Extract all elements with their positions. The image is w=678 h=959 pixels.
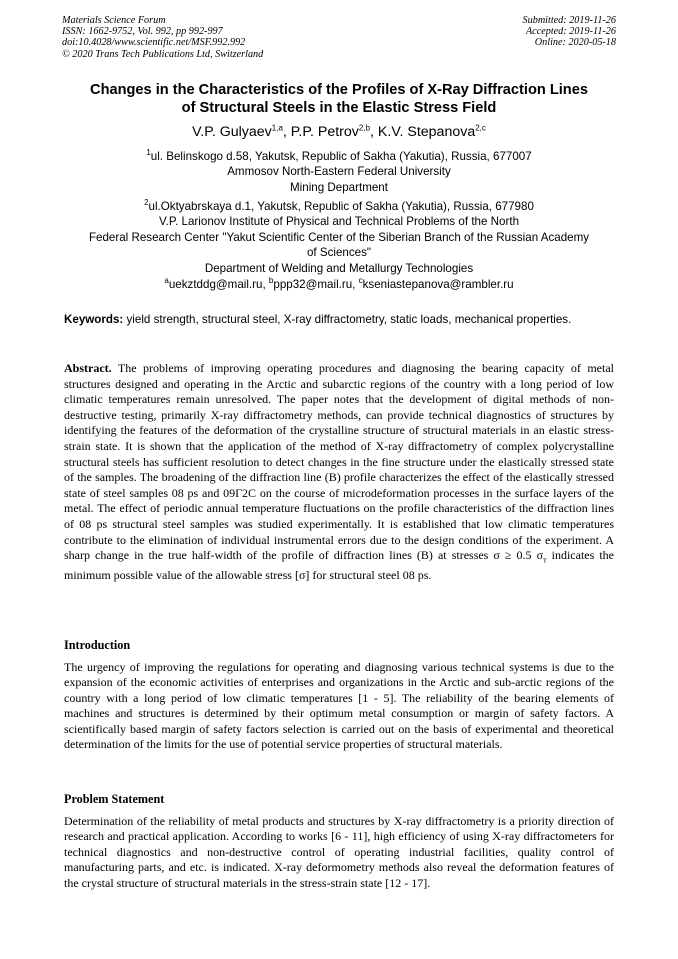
affiliation-center-line-1: Federal Research Center "Yakut Scientific Center of the Siberian Branch of the Russian Academy xyxy=(88,230,590,244)
keywords-text: yield strength, structural steel, X-ray diffractometry, static loads, mechanical properties. xyxy=(123,313,572,326)
email-separator: , xyxy=(262,278,269,291)
affiliation-marker: 2 xyxy=(144,198,149,208)
author-name: V.P. Gulyaev xyxy=(192,124,272,140)
keywords-label: Keywords: xyxy=(64,313,124,326)
submitted-date: Submitted: 2019-11-26 xyxy=(522,15,616,26)
affiliation-institution: Ammosov North-Eastern Federal University xyxy=(227,165,451,179)
affiliation-2 xyxy=(40,199,638,276)
email-link[interactable]: uekztddg@mail.ru xyxy=(168,278,263,291)
keywords xyxy=(64,313,614,328)
affiliation-address: ul.Oktyabrskaya d.1, Yakutsk, Republic of Sakha (Yakutia), Russia, 677980 xyxy=(148,200,534,213)
journal-doi: doi:10.4028/www.scientific.net/MSF.992.992 xyxy=(62,37,246,49)
email-marker: c xyxy=(358,276,363,286)
author-separator: , xyxy=(370,124,378,140)
online-date: Online: 2020-05-18 xyxy=(534,37,616,49)
title-line-2: of Structural Steels in the Elastic Stress Field xyxy=(181,100,497,116)
email-marker: a xyxy=(164,276,169,286)
introduction-heading: Introduction xyxy=(64,638,131,652)
journal-issn: ISSN: 1662-9752, Vol. 992, pp 992-997 xyxy=(62,26,223,38)
affiliation-institution: V.P. Larionov Institute of Physical and Technical Problems of the North xyxy=(158,215,520,229)
title-line-1: Changes in the Characteristics of the Profiles of X-Ray Diffraction Lines xyxy=(90,82,588,98)
journal-header xyxy=(62,15,263,60)
paper-title xyxy=(40,81,638,117)
abstract-subscript: т xyxy=(543,555,547,565)
affiliation-department: Mining Department xyxy=(290,180,388,194)
author-name: P.P. Petrov xyxy=(290,124,359,140)
problem-statement-heading: Problem Statement xyxy=(64,792,165,806)
publication-dates xyxy=(523,15,616,49)
abstract xyxy=(64,361,614,584)
journal-name: Materials Science Forum xyxy=(62,15,166,26)
journal-copyright: © 2020 Trans Tech Publications Ltd, Switzerland xyxy=(62,48,264,60)
email-link[interactable]: ppp32@mail.ru xyxy=(273,278,353,291)
email-separator: , xyxy=(352,278,359,291)
affiliation-address: ul. Belinskogo d.58, Yakutsk, Republic of Sakha (Yakutia), Russia, 677007 xyxy=(150,150,532,163)
email-marker: b xyxy=(268,276,274,286)
author-affiliation-marker: 2,c xyxy=(475,123,486,133)
abstract-text: The problems of improving operating procedures and diagnosing the bearing capacity of metal structures designed and operating in the Arctic and subarctic regions of the country with a long period of low climatic temperatures remain unresolved. The paper notes that the development of digital methods of non-destructive testing, primarily X-ray diffractometry methods, can provide technical diagnostics of structures by identifying the features of the deformation of the crystalline structure of structural materials in an elastic stress-strain state. It is shown that the application of the method of X-ray diffractometry of complex polycrystalline structural steels has sufficient resolution to detect changes in the fine structure under the elastically stressed state of the samples. The broadening of the diffraction line (B) profile characterizes the effect of the elastically stressed state of steel samples 08 ps and 09Г2С on the course of microdeformation processes in the surface layers of the metal. The effect of periodic annual temperature fluctuations on the profile characteristics of the diffraction lines of 08 ps structural steel samples was studied experimentally. It is established that low climatic temperatures contribute to the elimination of individual instrumental errors due to the design conditions of the experiment. A sharp change in the true half-width of the profile of diffraction lines (B) at stresses σ ≥ 0.5 σ xyxy=(64,361,614,563)
email-list xyxy=(40,277,638,292)
affiliation-marker: 1 xyxy=(146,148,151,158)
author-affiliation-marker: 2,b xyxy=(358,123,371,133)
affiliation-1 xyxy=(40,149,638,195)
problem-statement-paragraph: Determination of the reliability of metal products and structures by X-ray diffractometry is a priority direction of research and practical application. According to works [6 - 11], high efficiency of using X-ray diffractometers for technical diagnostics and non-destructive control of operating industrial facilities, quality control of manufacturing parts, and etc. is indicated. X-ray deformometry methods also reveal the deformation features of the crystal structure of structural materials in the stress-strain state [12 - 17]. xyxy=(64,814,614,890)
accepted-date: Accepted: 2019-11-26 xyxy=(525,26,616,38)
affiliation-center-line-2: of Sciences" xyxy=(306,246,372,260)
email-link[interactable]: kseniastepanova@rambler.ru xyxy=(362,278,514,291)
author-separator: , xyxy=(282,124,291,140)
introduction-paragraph: The urgency of improving the regulations for operating and diagnosing various technical systems is due to the expansion of the economic activities of enterprises and organizations in the Arctic and sub-arctic regions of the country with a long period of low climatic temperatures [1 - 5]. The reliability of the bearing elements of machines and structures is determined by their optimum metal consumption or margin of safety factors. A scientifically based margin of safety factors selection is carried out on the basis of experimental and theoretical determination of the limits for the use of potential service properties of structural materials. xyxy=(64,660,614,752)
affiliation-department: Department of Welding and Metallurgy Technologies xyxy=(204,261,474,275)
author-affiliation-marker: 1,a xyxy=(271,123,283,133)
author-list xyxy=(40,123,638,141)
abstract-label: Abstract. xyxy=(64,361,112,375)
abstract-tail: indicates the minimum possible value of the allowable stress [σ] for structural steel 08 ps. xyxy=(64,548,614,583)
author-name: K.V. Stepanova xyxy=(377,124,476,140)
